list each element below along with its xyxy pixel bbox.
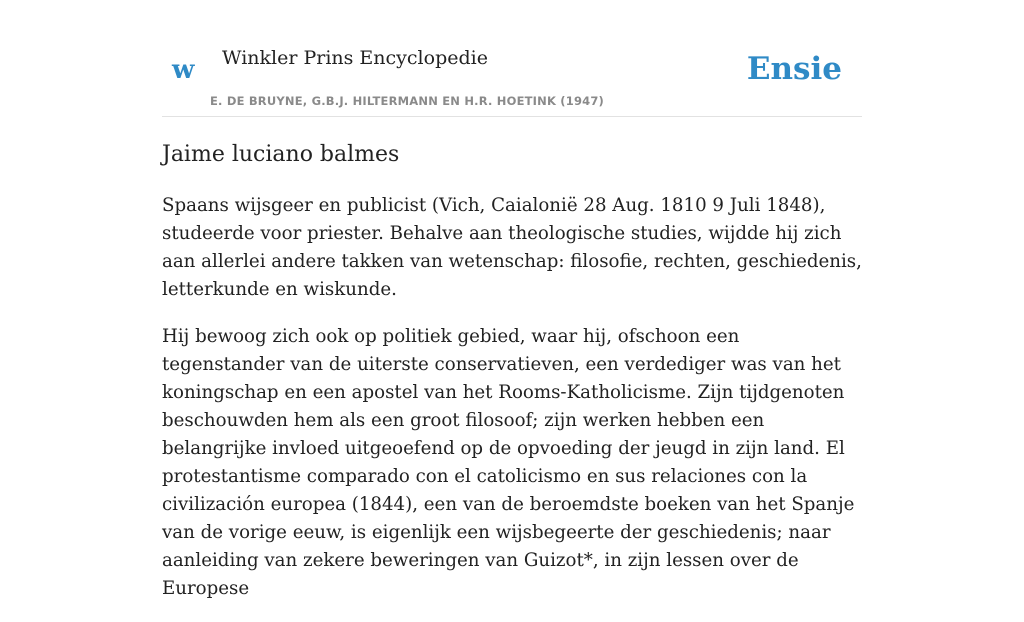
article-paragraph: Spaans wijsgeer en publicist (Vich, Caialonië 28 Aug. 1810 9 Juli 1848), studeerde voor priester. Behalve aan theologische studies, wijdde hij zich aan allerlei andere takken van wetenschap: filosofie, rechten, geschiedenis, letterkunde en wiskunde. [162,195,862,300]
page [162,0,862,599]
article-title: Jaime luciano balmes [162,142,400,167]
publication-authors: E. DE BRUYNE, G.B.J. HILTERMANN EN H.R. HOETINK (1947) [210,94,605,108]
site-header [162,0,862,117]
publication-title[interactable]: Winkler Prins Encyclopedie [222,47,488,69]
article-body [162,192,862,622]
logo-icon[interactable]: w [172,55,195,85]
article-paragraph: Hij bewoog zich ook op politiek gebied, waar hij, ofschoon een tegenstander van de uiterste conservatieven, een verdediger was van het koningschap en een apostel van het Rooms-Katholicisme. Zijn tijdgenoten beschouwden hem als een groot filosoof; zijn werken hebben een belangrijke invloed uitgeoefend op de opvoeding der jeugd in zijn land. El protestantisme comparado con el catolicismo en sus relaciones con la civilización europea (1844), een van de beroemdste boeken van het Spanje van de vorige eeuw, is eigenlijk een wijsbegeerte der geschiedenis; naar aanleiding van zekere beweringen van Guizot*, in zijn lessen over de Europese [162,326,855,599]
brand-logo[interactable]: Ensie [746,51,842,87]
